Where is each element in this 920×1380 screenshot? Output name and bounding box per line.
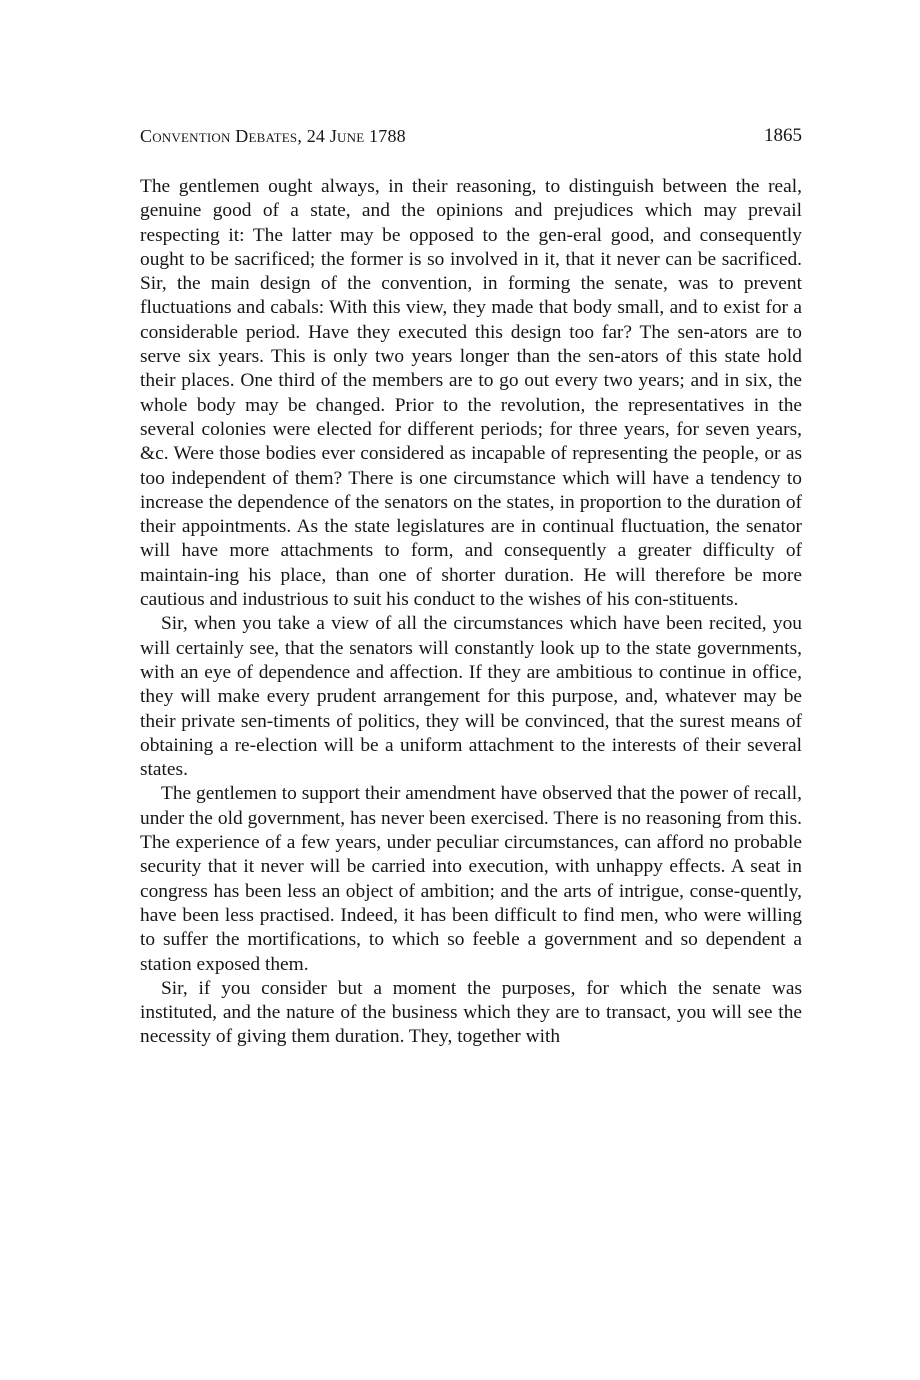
paragraph: The gentlemen ought always, in their reasoning, to distinguish between the real, genuine good of a state, and the opinions and prejudices which may prevail respecting it: The latter may be opposed to the gen-eral good, and consequently ought to be sacrificed; the former is so involved in it, that it never can be sacrificed. Sir, the main design of the convention, in forming the senate, was to prevent fluctuations and cabals: With this view, they made that body small, and to exist for a considerable period. Have they executed this design too far? The sen-ators are to serve six years. This is only two years longer than the sen-ators of this state hold their places. One third of the members are to go out every two years; and in six, the whole body may be changed. Prior to the revolution, the representatives in the several colonies were elected for different periods; for three years, for seven years, &c. Were those bodies ever considered as incapable of representing the people, or as too independent of them? There is one circumstance which will have a tendency to increase the dependence of the senators on the states, in proportion to the duration of their appointments. As the state legislatures are in continual fluctuation, the senator will have more attachments to form, and consequently a greater difficulty of maintain-ing his place, than one of shorter duration. He will therefore be more cautious and industrious to suit his conduct to the wishes of his con-stituents.: [140, 176, 802, 611]
paragraph: The gentlemen to support their amendment have observed that the power of recall, under the old government, has never been exercised. There is no reasoning from this. The experience of a few years, under peculiar circumstances, can afford no probable security that it never will be carried into execution, with unhappy effects. A seat in congress has been less an object of ambition; and the arts of intrigue, conse-quently, have been less practised. Indeed, it has been difficult to find men, who were willing to suffer the mortifications, to which so feeble a government and so dependent a station exposed them.: [140, 783, 802, 975]
running-title: Convention Debates, 24 June 1788: [140, 126, 406, 146]
page-number: 1865: [764, 125, 802, 146]
paragraph: Sir, when you take a view of all the circumstances which have been recited, you will certainly see, that the senators will constantly look up to the state governments, with an eye of dependence and affection. If they are ambitious to continue in office, they will make every prudent arrangement for this purpose, and, whatever may be their private sen-timents of politics, they will be convinced, that the surest means of obtaining a re-election will be a uniform attachment to the interests of their several states.: [140, 613, 802, 781]
body-text: [140, 175, 802, 1050]
running-head: [140, 125, 802, 151]
paragraph: Sir, if you consider but a moment the purposes, for which the senate was instituted, and the nature of the business which they are to transact, you will see the necessity of giving them duration. They, together with: [140, 977, 802, 1048]
